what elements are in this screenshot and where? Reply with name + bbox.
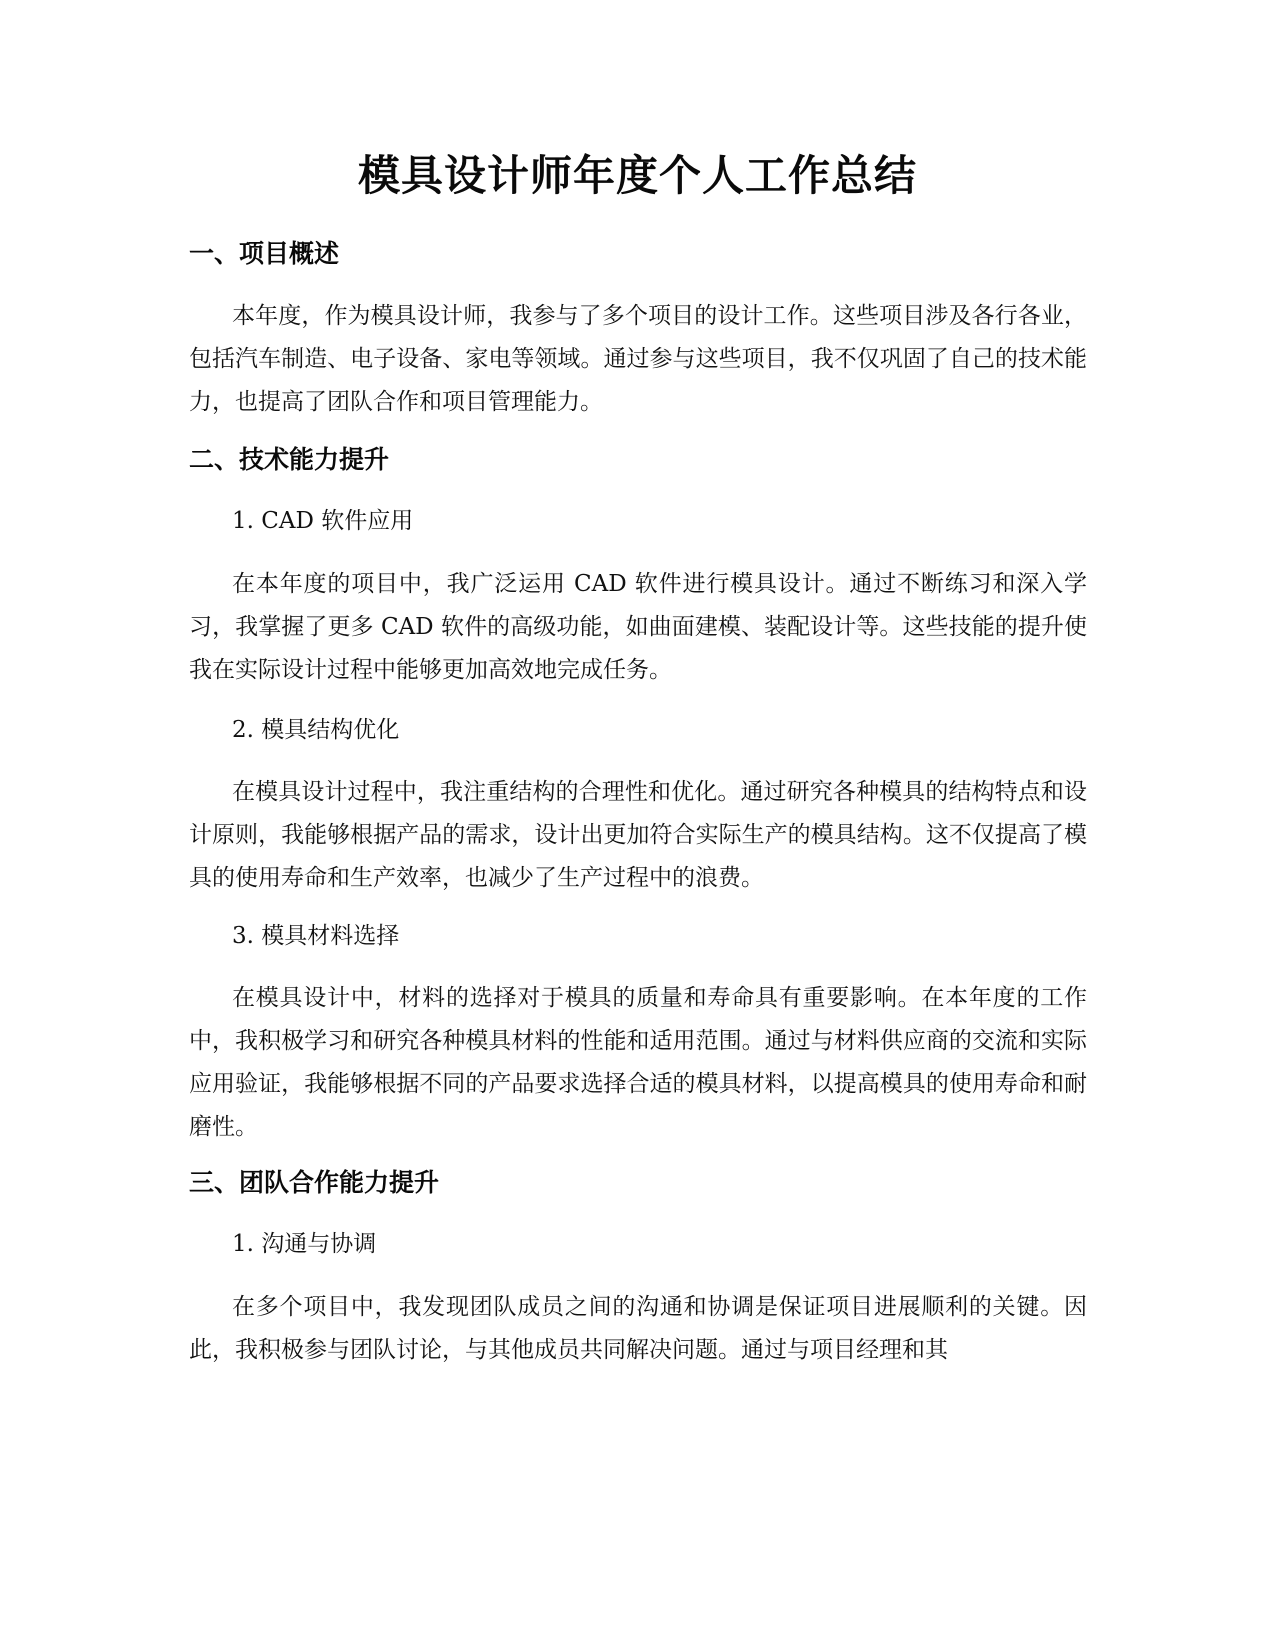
section-heading-overview: 一、项目概述 bbox=[189, 239, 340, 268]
paragraph-overview: 本年度，作为模具设计师，我参与了多个项目的设计工作。这些项目涉及各行各业，包括汽车制造、电子设备、家电等领域。通过参与这些项目，我不仅巩固了自己的技术能力，也提高了团队合作和项目管理能力。 bbox=[189, 303, 1087, 415]
section-heading-teamwork: 三、团队合作能力提升 bbox=[189, 1168, 440, 1197]
subheading-material-selection: 3. 模具材料选择 bbox=[232, 923, 400, 949]
subheading-cad-software: 1. CAD 软件应用 bbox=[232, 508, 414, 534]
paragraph-structure-optimization: 在模具设计过程中，我注重结构的合理性和优化。通过研究各种模具的结构特点和设计原则，我能够根据产品的需求，设计出更加符合实际生产的模具结构。这不仅提高了模具的使用寿命和生产效率，也减少了生产过程中的浪费。 bbox=[189, 779, 1087, 891]
paragraph-material-selection: 在模具设计中，材料的选择对于模具的质量和寿命具有重要影响。在本年度的工作中，我积极学习和研究各种模具材料的性能和适用范围。通过与材料供应商的交流和实际应用验证，我能够根据不同的产品要求选择合适的模具材料，以提高模具的使用寿命和耐磨性。 bbox=[189, 985, 1087, 1140]
section-heading-technical-skills: 二、技术能力提升 bbox=[189, 445, 390, 474]
subheading-communication: 1. 沟通与协调 bbox=[232, 1231, 377, 1257]
subheading-structure-optimization: 2. 模具结构优化 bbox=[232, 717, 400, 743]
document-title: 模具设计师年度个人工作总结 bbox=[357, 151, 917, 200]
paragraph-communication: 在多个项目中，我发现团队成员之间的沟通和协调是保证项目进展顺利的关键。因此，我积极参与团队讨论，与其他成员共同解决问题。通过与项目经理和其 bbox=[189, 1294, 1087, 1363]
paragraph-cad-software: 在本年度的项目中，我广泛运用 CAD 软件进行模具设计。通过不断练习和深入学习，我掌握了更多 CAD 软件的高级功能，如曲面建模、装配设计等。这些技能的提升使我在实际设计过程中能够更加高效地完成任务。 bbox=[189, 571, 1087, 683]
